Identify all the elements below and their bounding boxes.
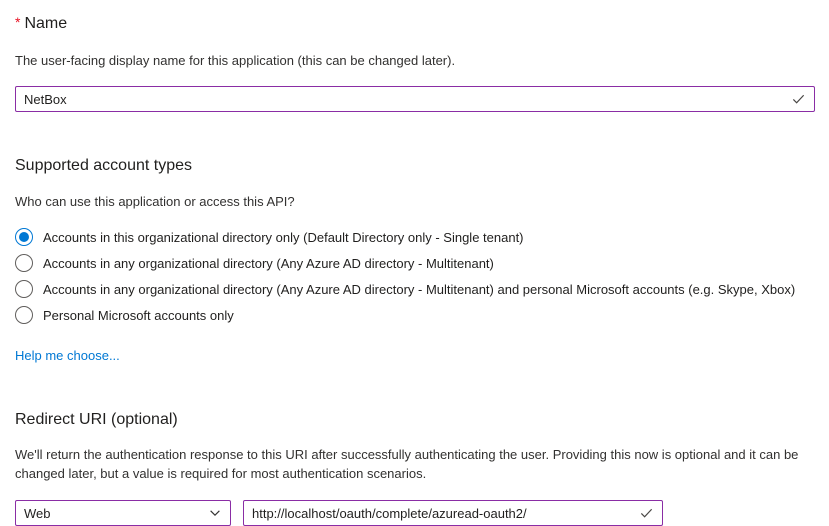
option-single-tenant[interactable] xyxy=(15,224,815,250)
radio-unselected-icon[interactable] xyxy=(15,306,33,324)
redirect-uri-field[interactable] xyxy=(243,500,663,526)
platform-selected-value: Web xyxy=(24,505,51,521)
radio-unselected-icon[interactable] xyxy=(15,254,33,272)
option-multitenant-personal[interactable] xyxy=(15,276,815,302)
name-section-title-text: Name xyxy=(24,15,68,32)
app-name-input[interactable] xyxy=(24,92,786,107)
option-label: Accounts in any organizational directory (Any Azure AD directory - Multitenant) xyxy=(43,255,494,271)
account-type-options xyxy=(15,224,815,328)
option-label: Accounts in any organizational directory (Any Azure AD directory - Multitenant) and personal Microsoft accounts (e.g. Skype, Xbox) xyxy=(43,281,796,297)
app-name-field[interactable] xyxy=(15,86,815,112)
platform-select[interactable] xyxy=(15,500,231,526)
redirect-uri-description: We'll return the authentication response to this URI after successfully authenticating the user. Providing this now is optional and it can be changed later, but a value is required for most authentication scenarios. xyxy=(15,447,799,481)
option-label: Accounts in this organizational directory only (Default Directory only - Single tenant) xyxy=(43,229,524,245)
redirect-uri-row xyxy=(15,500,815,526)
radio-unselected-icon[interactable] xyxy=(15,280,33,298)
name-description: The user-facing display name for this application (this can be changed later). xyxy=(15,53,456,68)
valid-checkmark-icon xyxy=(791,92,806,107)
account-types-question: Who can use this application or access this API? xyxy=(15,194,295,209)
option-personal-only[interactable] xyxy=(15,302,815,328)
redirect-uri-title: Redirect URI (optional) xyxy=(15,411,178,428)
valid-checkmark-icon xyxy=(639,506,654,521)
radio-selected-icon[interactable] xyxy=(15,228,33,246)
redirect-uri-input[interactable] xyxy=(252,506,634,521)
chevron-down-icon xyxy=(208,506,222,520)
option-label: Personal Microsoft accounts only xyxy=(43,307,234,323)
name-section-title xyxy=(15,12,815,34)
account-types-title: Supported account types xyxy=(15,157,193,174)
help-me-choose-link[interactable]: Help me choose... xyxy=(15,348,120,363)
option-multitenant[interactable] xyxy=(15,250,815,276)
required-asterisk: * xyxy=(15,14,21,30)
